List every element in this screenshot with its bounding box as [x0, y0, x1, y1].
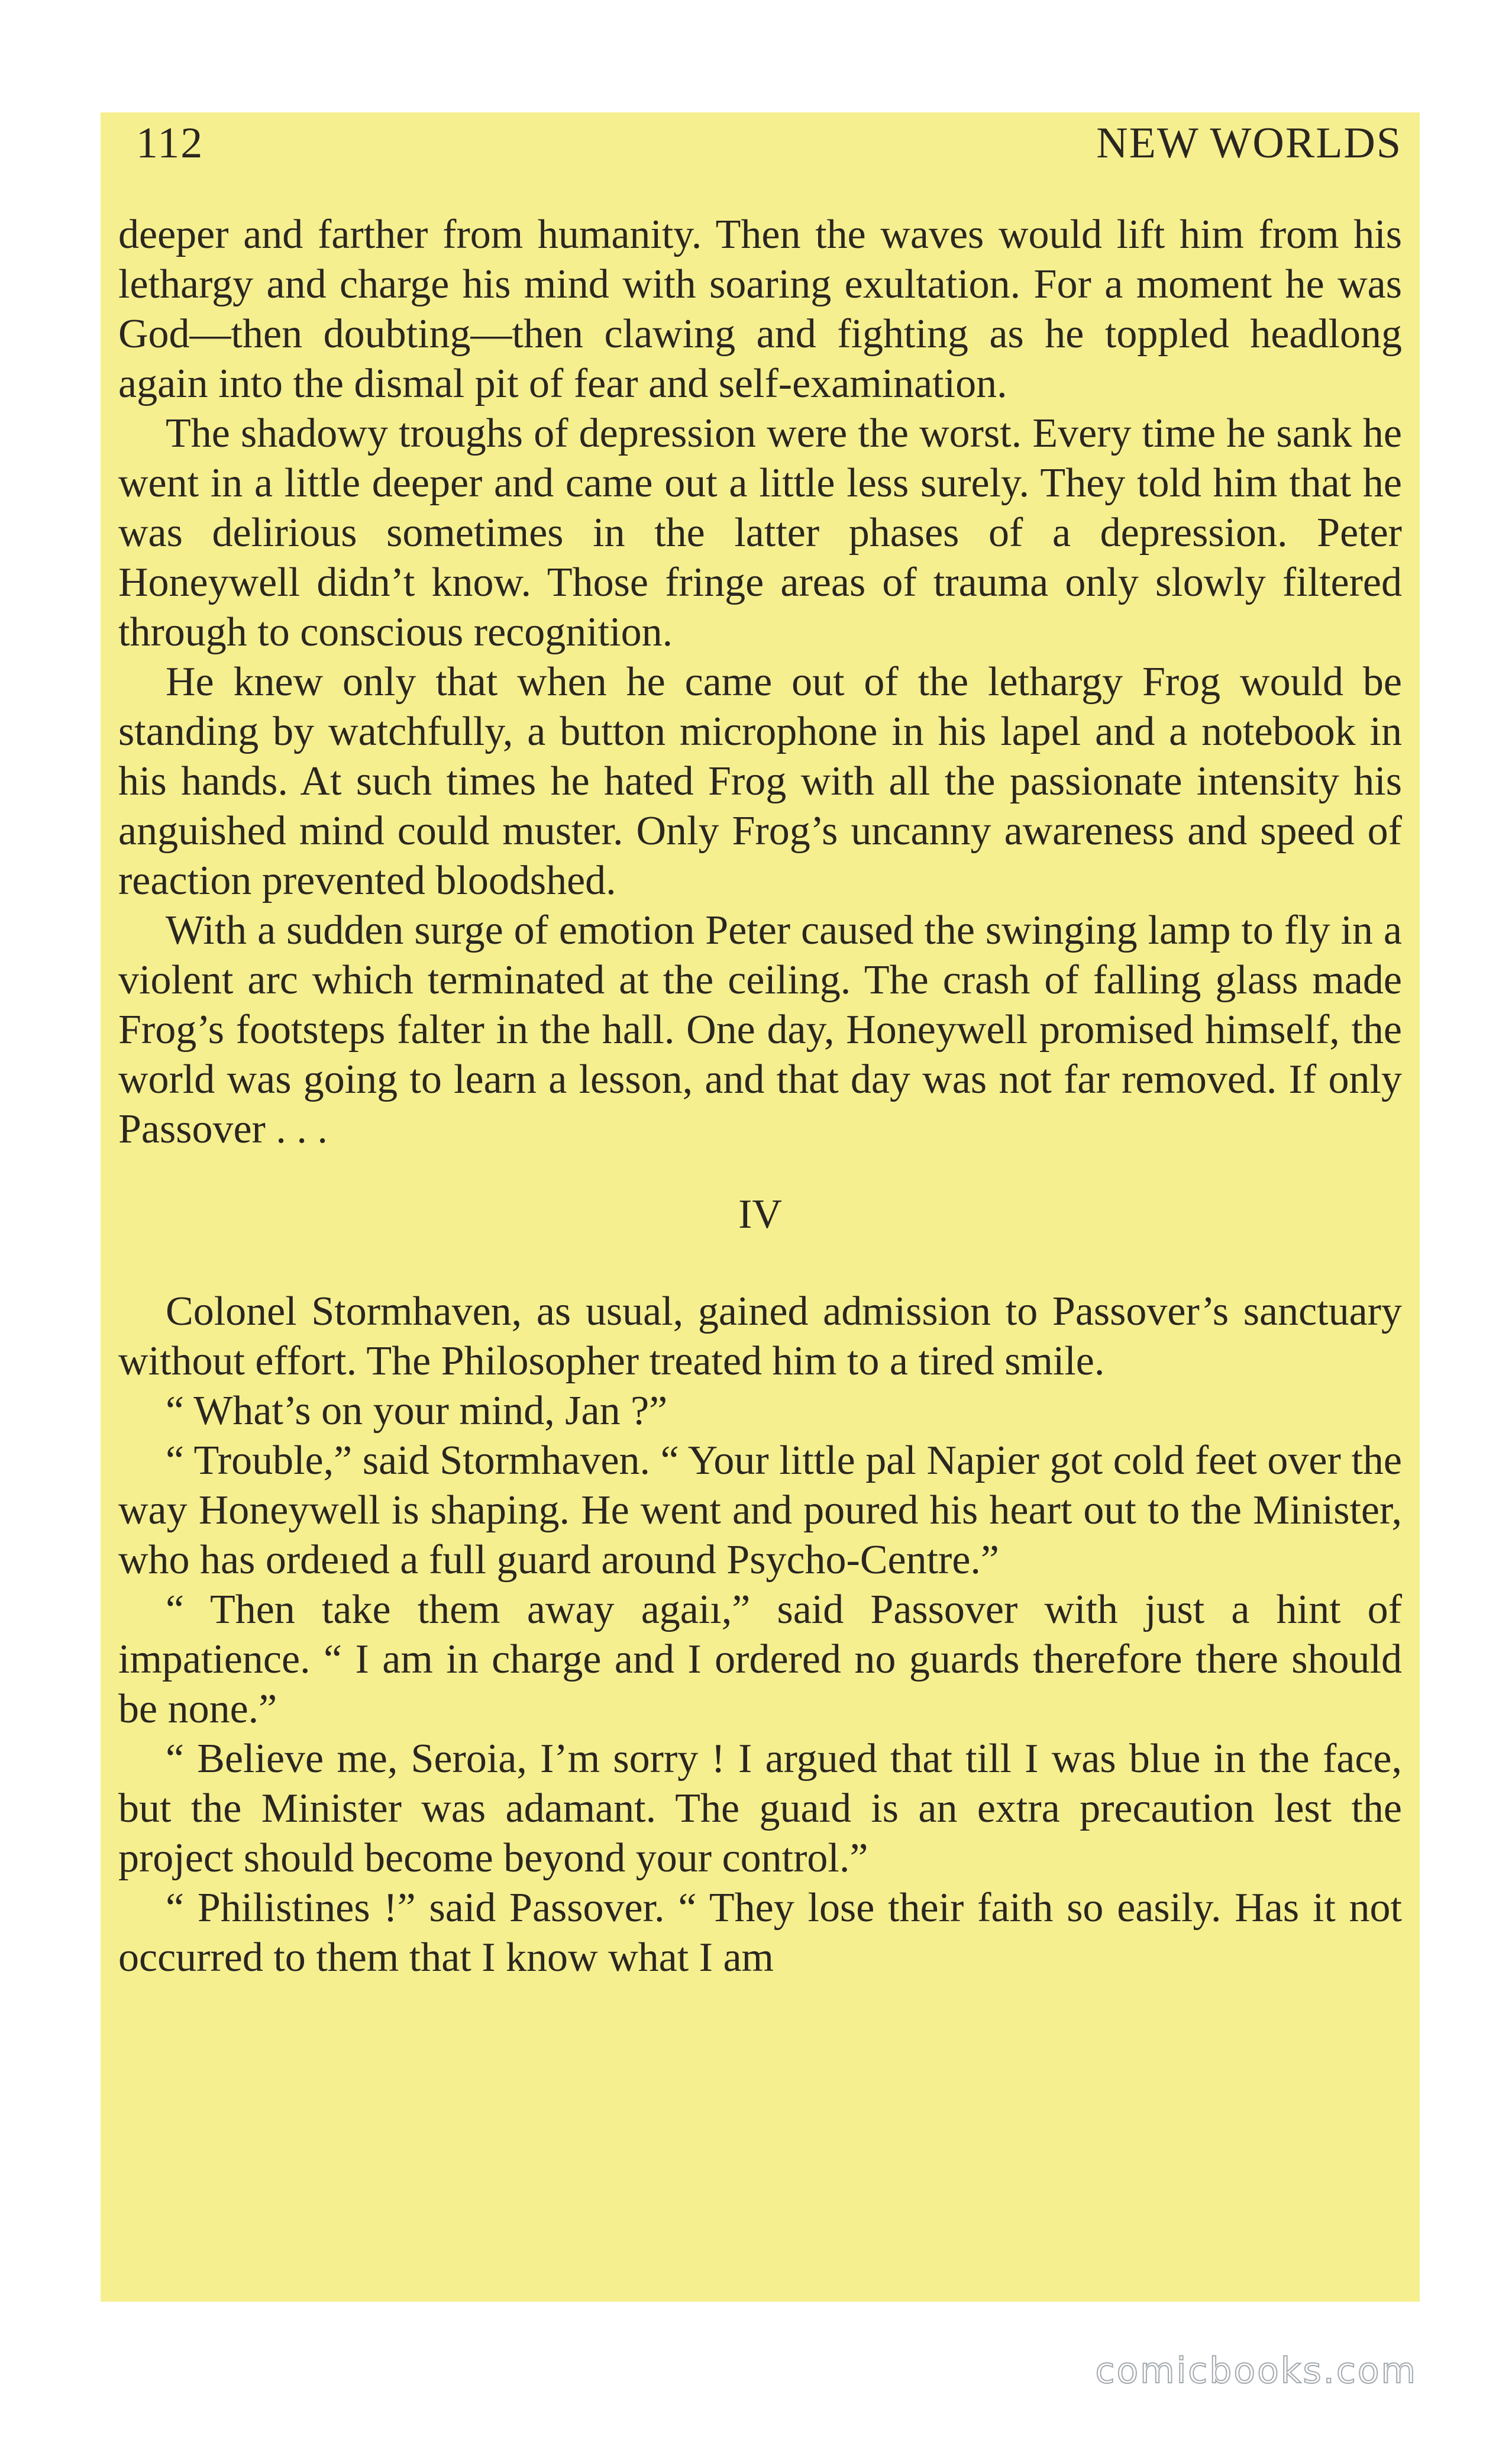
book-page	[101, 112, 1420, 2302]
section-number: IV	[738, 1192, 782, 1237]
paragraph: Colonel Stormhaven, as usual, gained admission to Passover’s sanctuary without effort. The Philosopher treated him to a tired smile.	[118, 1289, 1402, 1384]
paragraph: “ Believe me, Seroia, I’m sorry ! I argued that till I was blue in the face, but the Minister was adamant. The guaıd is an extra precaution lest the project should become beyond your control.”	[118, 1736, 1402, 1881]
watermark-text: comicbooks.com	[1095, 2350, 1417, 2392]
paragraph: With a sudden surge of emotion Peter caused the swinging lamp to fly in a violent arc which terminated at the ceiling. The crash of falling glass made Frog’s footsteps falter in the hall. One day, Honeywell promised himself, the world was going to learn a lesson, and that day was not far removed. If only Passover . . .	[118, 908, 1402, 1152]
paragraph: He knew only that when he came out of the lethargy Frog would be standing by watchfully, a button microphone in his lapel and a notebook in his hands. At such times he hated Frog with all the passionate intensity his anguished mind could muster. Only Frog’s uncanny awareness and speed of reaction prevented bloodshed.	[118, 659, 1402, 903]
paragraph: “ Trouble,” said Stormhaven. “ Your little pal Napier got cold feet over the way Honeywell is shaping. He went and poured his heart out to the Minister, who has ordeıed a full guard around Psycho-Centre.”	[118, 1438, 1402, 1583]
page-header	[118, 112, 1402, 166]
paragraph: The shadowy troughs of depression were the worst. Every time he sank he went in a little deeper and came out a little less surely. They told him that he was delirious sometimes in the latter phases of a depression. Peter Honeywell didn’t know. Those fringe areas of trauma only slowly filtered through to conscious recognition.	[118, 411, 1402, 655]
running-head: NEW WORLDS	[1096, 119, 1402, 167]
paragraph: “ What’s on your mind, Jan ?”	[166, 1388, 668, 1434]
paragraph: “ Then take them away agaiı,” said Passover with just a hint of impatience. “ I am in charge and I ordered no guards therefore there should be none.”	[118, 1587, 1402, 1732]
paragraph: deeper and farther from humanity. Then the waves would lift him from his lethargy and charge his mind with soaring exultation. For a moment he was God—then doubting—then clawing and fighting as he toppled headlong again into the dismal pit of fear and self-examination.	[118, 212, 1402, 406]
paragraph: “ Philistines !” said Passover. “ They lose their faith so easily. Has it not occurred to them that I know what I am	[118, 1885, 1402, 1980]
body-text	[118, 210, 1402, 1983]
page-number: 112	[136, 119, 204, 167]
